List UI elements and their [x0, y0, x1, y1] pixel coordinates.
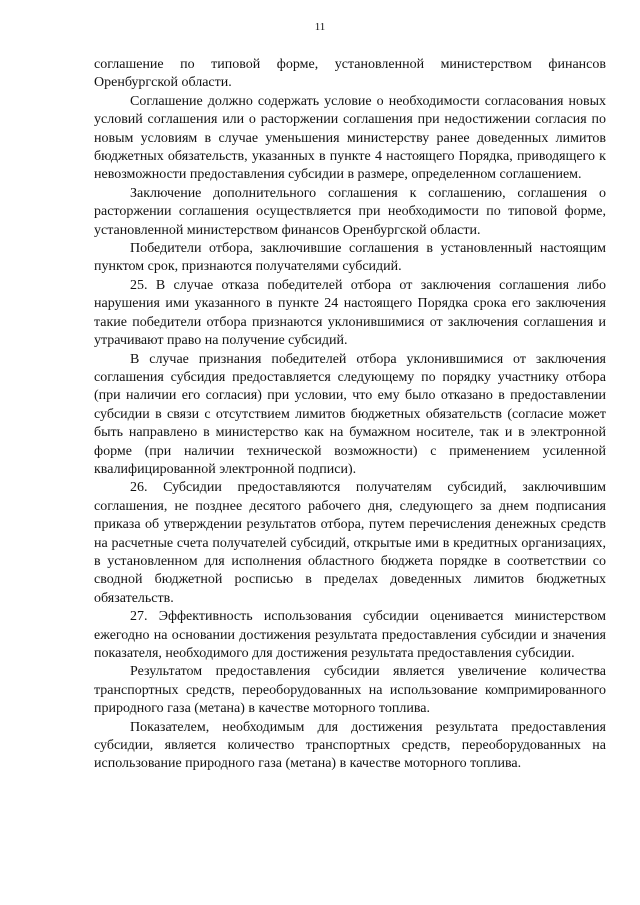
- paragraph: В случае признания победителей отбора уклонившимися от заключения соглашения субсидия предоставляется следующему по порядку участнику отбора (при наличии его согласия) при условии, что ему было отказано в предоставлении субсидии в связи с отсутствием лимитов бюджетных обязательств (согласие может быть направлено в министерство как на бумажном носителе, так и в электронной форме (при наличии технической возможности) с применением усиленной квалифицированной электронной подписи).: [94, 351, 606, 477]
- document-body: [94, 56, 606, 774]
- paragraph: 26. Субсидии предоставляются получателям субсидий, заключившим соглашения, не позднее десятого рабочего дня, следующего за днем подписания приказа об утверждении результатов отбора, путем перечисления денежных средств на расчетные счета получателей субсидий, открытые ими в кредитных организациях, в установленном для исполнения областного бюджета порядке в соответствии со сводной бюджетной росписью в пределах доведенных лимитов бюджетных обязательств.: [94, 480, 606, 606]
- paragraph: Заключение дополнительного соглашения к соглашению, соглашения о расторжении соглашения осуществляется при необходимости по типовой форме, установленной министерством финансов Оренбургской области.: [94, 185, 606, 238]
- paragraph: соглашение по типовой форме, установленной министерством финансов Оренбургской области.: [94, 57, 606, 91]
- paragraph: 27. Эффективность использования субсидии оценивается министерством ежегодно на основании достижения результата предоставления субсидии и значения показателя, необходимого для достижения результата предоставления субсидии.: [94, 609, 606, 661]
- paragraph: Победители отбора, заключившие соглашения в установленный настоящим пунктом срок, признаются получателями субсидий.: [94, 241, 606, 275]
- paragraph: Результатом предоставления субсидии является увеличение количества транспортных средств, переоборудованных на использование компримированного природного газа (метана) в качестве моторного топлива.: [94, 664, 606, 717]
- paragraph: Соглашение должно содержать условие о необходимости согласования новых условий соглашения или о расторжении соглашения при недостижении согласия по новым условиям в случае уменьшения министерству ранее доведенных лимитов бюджетных обязательств, указанных в пункте 4 настоящего Порядка, приводящего к невозможности предоставления субсидии в размере, определенном соглашением.: [94, 93, 606, 183]
- paragraph: Показателем, необходимым для достижения результата предоставления субсидии, является количество транспортных средств, переоборудованных на использование природного газа (метана) в качестве моторного топлива.: [94, 719, 606, 772]
- paragraph: 25. В случае отказа победителей отбора от заключения соглашения либо нарушения ими указанного в пункте 24 настоящего Порядка срока его заключения такие победители отбора признаются уклонившимися от заключения соглашения и утрачивают право на получение субсидий.: [94, 277, 606, 349]
- page-number: 11: [314, 21, 326, 33]
